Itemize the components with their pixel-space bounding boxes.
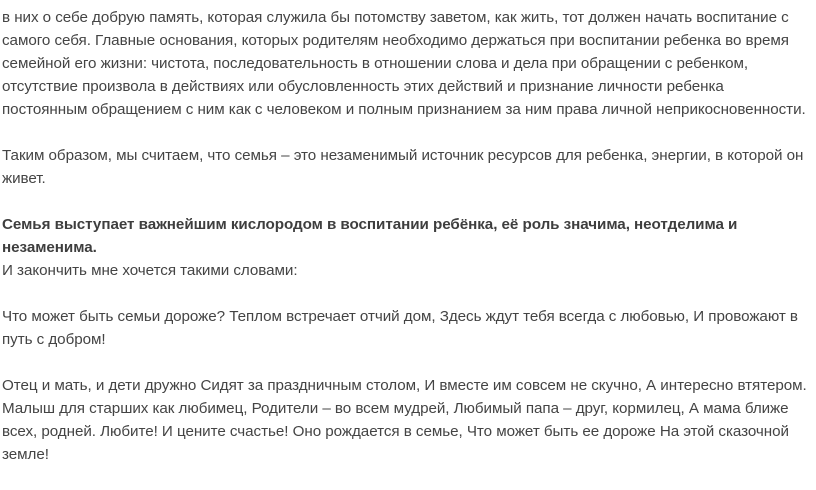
paragraph-gap — [2, 121, 810, 144]
paragraph-upbringing-principles: в них о себе добрую память, которая служила бы потомству заветом, как жить, тот должен начать воспитание с самого себя. Главные основания, которых родителям необходимо держаться при воспитании ребенка во время семейной его жизни: чистота, последовательность в отношении слова и дела при обращении с ребенком, отсутствие произвола в действиях или обусловленность этих действий и признание личности ребенка постоянным обращением с ним как с человеком и полным признанием за ним права личной неприкосновенности. — [2, 9, 806, 118]
poem-stanza-2: Отец и мать, и дети дружно Сидят за праздничным столом, И вместе им совсем не скучно, А интересно втятером. Малыш для старших как любимец, Родители – во всем мудрей, Любимый папа – друг, кормилец, А мама ближе всех, родней. Любите! И цените счастье! Оно рождается в семье, Что может быть ее дороже На этой сказочной земле! — [2, 377, 807, 463]
paragraph-bold-conclusion: Семья выступает важнейшим кислородом в воспитании ребёнка, её роль значима, неотделима и незаменима. — [2, 216, 738, 256]
paragraph-closing-intro: И закончить мне хочется такими словами: — [2, 262, 298, 279]
paragraph-gap — [2, 190, 810, 213]
paragraph-gap — [2, 351, 810, 374]
poem-stanza-1: Что может быть семьи дороже? Теплом встречает отчий дом, Здесь ждут тебя всегда с любовью, И провожают в путь с добром! — [2, 308, 798, 348]
paragraph-family-resource: Таким образом, мы считаем, что семья – это незаменимый источник ресурсов для ребенка, энергии, в которой он живет. — [2, 147, 804, 187]
paragraph-gap — [2, 282, 810, 305]
